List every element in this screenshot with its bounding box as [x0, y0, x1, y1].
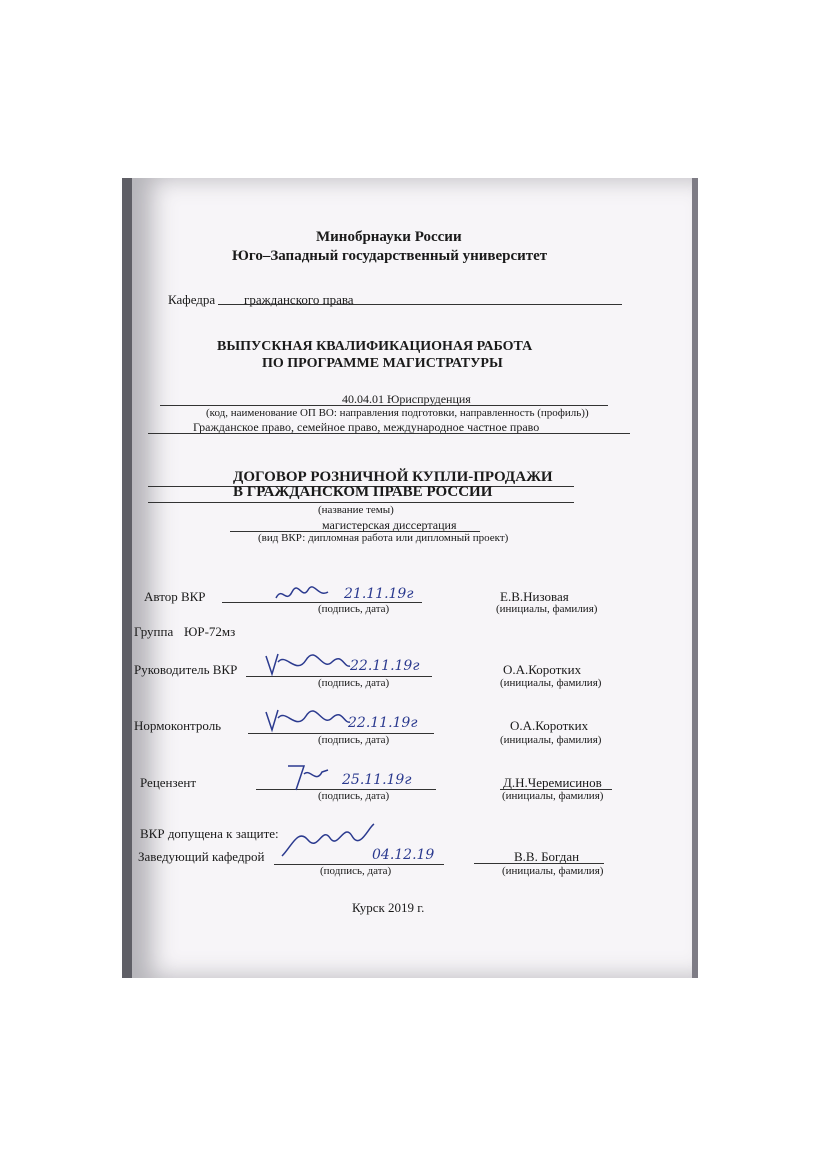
reviewer-name-caption: (инициалы, фамилия) [502, 790, 604, 802]
normcontrol-name-caption: (инициалы, фамилия) [500, 734, 602, 746]
work-type-line2: ПО ПРОГРАММЕ МАГИСТРАТУРЫ [262, 356, 503, 371]
author-name: Е.В.Низовая [500, 589, 569, 604]
author-sign-caption: (подпись, дата) [318, 603, 390, 615]
topic-caption: (название темы) [318, 504, 394, 516]
head-name-underline [474, 863, 604, 864]
head-name-caption: (инициалы, фамилия) [502, 865, 604, 877]
normcontrol-signature [262, 704, 352, 736]
university-title: Юго–Западный государственный университет [232, 248, 548, 264]
supervisor-name: О.А.Коротких [503, 662, 582, 677]
reviewer-sign-date: 25.11.19г [342, 772, 412, 788]
work-kind-caption: (вид ВКР: дипломная работа или дипломный проект) [258, 532, 509, 544]
head-name: В.В. Богдан [514, 849, 580, 864]
program-profile: Гражданское право, семейное право, международное частное право [193, 420, 540, 434]
reviewer-name: Д.Н.Черемисинов [503, 775, 602, 790]
head-sign-caption: (подпись, дата) [320, 865, 392, 877]
program-code: 40.04.01 Юриспруденция [342, 392, 471, 406]
normcontrol-name: О.А.Коротких [510, 718, 589, 733]
supervisor-sign-date: 22.11.19г [350, 658, 420, 674]
author-label: Автор ВКР [144, 589, 206, 604]
head-sign-date: 04.12.19 [372, 847, 435, 863]
normcontrol-label: Нормоконтроль [134, 718, 222, 733]
group-value: ЮР-72мз [184, 624, 236, 639]
supervisor-sign-caption: (подпись, дата) [318, 677, 390, 689]
author-name-caption: (инициалы, фамилия) [496, 603, 598, 615]
work-type-line1: ВЫПУСКНАЯ КВАЛИФИКАЦИОНАЯ РАБОТА [217, 339, 533, 354]
program-code-caption: (код, наименование ОП ВО: направления подготовки, направленность (профиль)) [206, 407, 589, 419]
head-signature [278, 818, 378, 862]
program-profile-underline [148, 433, 630, 434]
admission-label: ВКР допущена к защите: [140, 826, 279, 841]
supervisor-name-caption: (инициалы, фамилия) [500, 677, 602, 689]
author-sign-date: 21.11.19г [344, 586, 414, 602]
reviewer-signature [282, 760, 332, 794]
reviewer-sign-caption: (подпись, дата) [318, 790, 390, 802]
topic-line2: В ГРАЖДАНСКОМ ПРАВЕ РОССИИ [233, 484, 493, 500]
department-underline [218, 304, 622, 305]
normcontrol-sign-caption: (подпись, дата) [318, 734, 390, 746]
supervisor-label: Руководитель ВКР [134, 662, 238, 677]
department-value: гражданского права [244, 292, 354, 307]
head-label: Заведующий кафедрой [138, 849, 265, 864]
reviewer-label: Рецензент [140, 775, 197, 790]
work-kind: магистерская диссертация [322, 518, 457, 532]
topic-line2-underline [148, 502, 574, 503]
ministry-title: Минобрнауки России [316, 229, 462, 245]
city-year: Курск 2019 г. [352, 900, 425, 915]
program-code-underline [160, 405, 608, 406]
group-label: Группа [134, 624, 174, 639]
supervisor-signature [262, 648, 352, 680]
normcontrol-sign-date: 22.11.19г [348, 715, 418, 731]
department-label: Кафедра [168, 292, 216, 307]
topic-line1: ДОГОВОР РОЗНИЧНОЙ КУПЛИ-ПРОДАЖИ [233, 469, 553, 485]
